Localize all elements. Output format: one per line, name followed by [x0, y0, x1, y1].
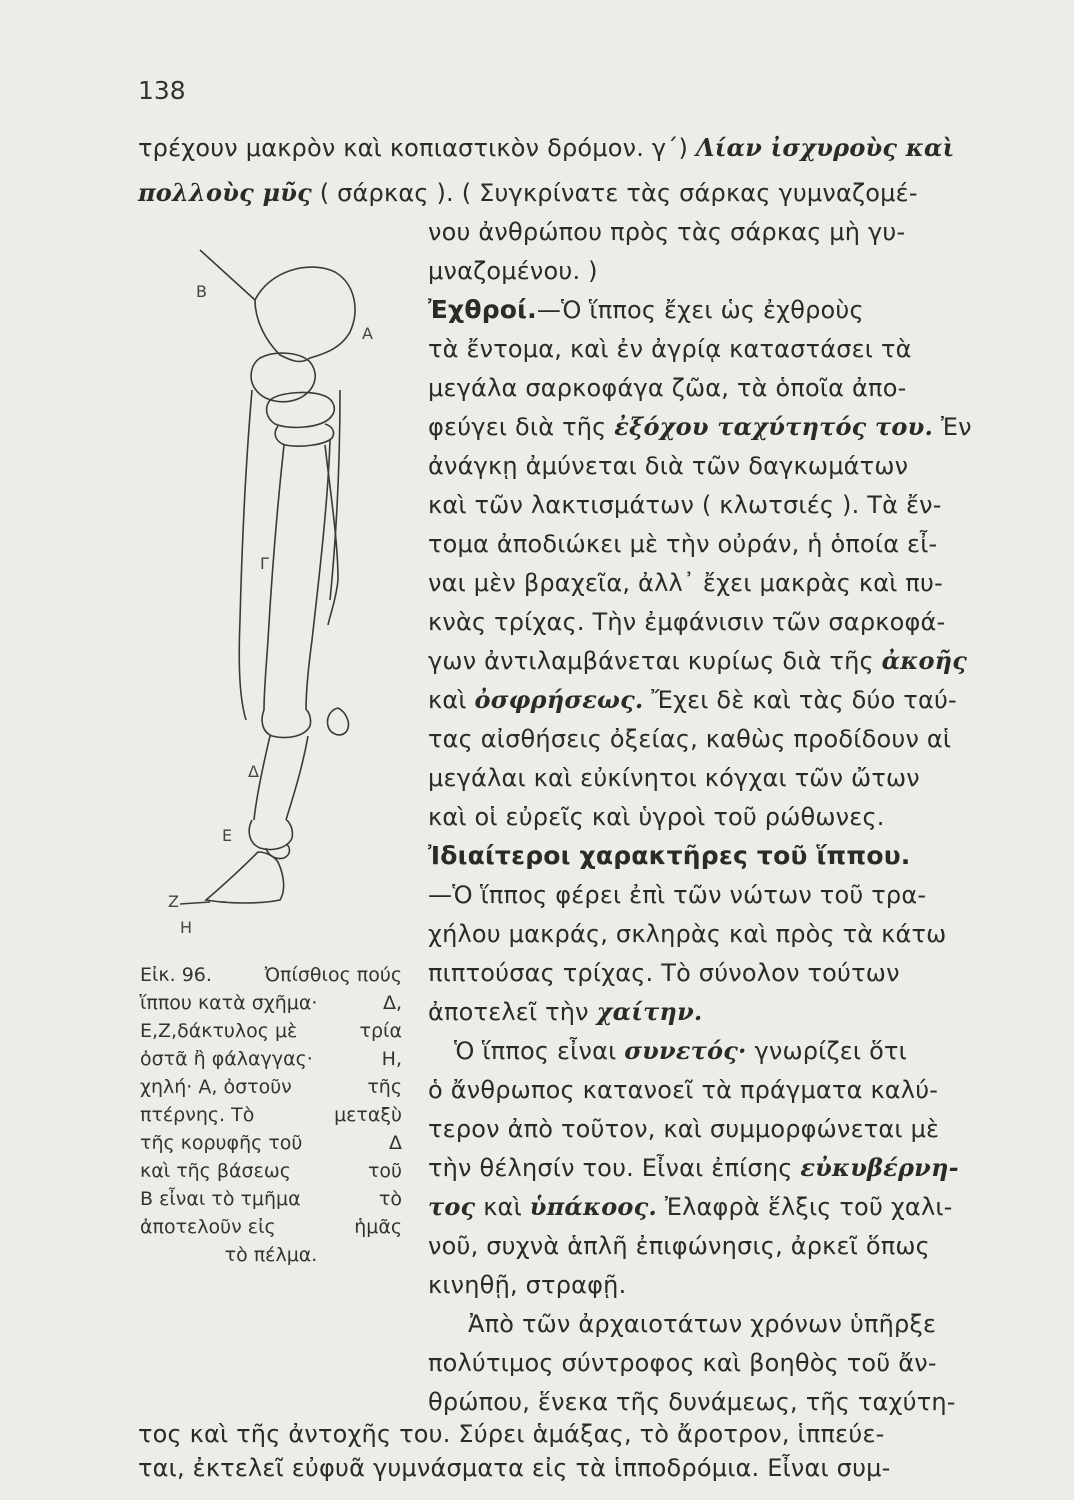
line-24-emphasis: συνετός·: [624, 1036, 747, 1065]
caption-line-11-a: τὸ πέλμα.: [224, 1244, 318, 1266]
horse-leg-figure: [160, 240, 400, 940]
text-line-20: —Ὁ ἵππος φέρει ἐπὶ τῶν νώτων τοῦ τρα-: [428, 881, 927, 909]
caption-line-10: [140, 1214, 402, 1240]
text-line-29: νοῦ, συχνὰ ἁπλῆ ἐπιφώνησις, ἀρκεῖ ὅπως: [428, 1232, 930, 1260]
cannon-bone-right-edge: [306, 440, 330, 710]
text-line-13: κνὰς τρίχας. Τὴν ἐμφάνισιν τῶν σαρκοφά-: [428, 608, 946, 636]
caption-line-6: [140, 1102, 402, 1128]
text-line-31: Ἀπὸ τῶν ἀρχαιοτάτων χρόνων ὑπῆρξε: [468, 1310, 937, 1338]
text-line-8: [428, 411, 972, 443]
caption-line-10-b: ἡμᾶς: [354, 1216, 402, 1238]
caption-line-2: [140, 990, 402, 1016]
figure-label-g: Γ: [260, 554, 269, 573]
text-line-9: ἀνάγκῃ ἀμύνεται διὰ τῶν δαγκωμάτων: [428, 452, 909, 480]
text-line-2: [138, 177, 918, 209]
text-line-26: τερον ἀπὸ τοῦτον, καὶ συμμορφώνεται μὲ: [428, 1115, 940, 1143]
line-27-part-a: τὴν θέλησίν του. Εἶναι ἐπίσης: [428, 1154, 801, 1182]
caption-line-11: [140, 1242, 402, 1268]
text-line-28: [428, 1191, 953, 1223]
line-2-part-b: ( σάρκας ). ( Συγκρίνατε τὰς σάρκας γυμναζομέ-: [311, 179, 918, 207]
coffin-bone: [206, 852, 284, 903]
caption-line-7-a: τῆς κορυφῆς τοῦ: [140, 1132, 303, 1154]
caption-line-4-a: ὀστᾶ ἢ φάλαγγας·: [140, 1048, 313, 1070]
caption-line-3: [140, 1018, 402, 1044]
line-1-part-a: τρέχουν μακρὸν καὶ κοπιαστικὸν δρόμον. γ΄): [138, 134, 696, 162]
caption-line-8: [140, 1158, 402, 1184]
text-line-24: [428, 1035, 907, 1067]
caption-line-1-b: Ὀπίσθιος πούς: [264, 964, 402, 986]
text-line-18: καὶ οἱ εὐρεῖς καὶ ὑγροὶ τοῦ ρώθωνες.: [428, 803, 885, 831]
caption-line-9-a: Β εἶναι τὸ τμῆμα: [140, 1188, 301, 1210]
line-28-emphasis-a: τος: [428, 1192, 476, 1221]
caption-line-8-a: καὶ τῆς βάσεως: [140, 1160, 291, 1182]
text-line-25: ὁ ἄνθρωπος κατανοεῖ τὰ πράγματα καλύ-: [428, 1076, 939, 1104]
caption-line-4: [140, 1046, 402, 1072]
caption-line-1: [140, 962, 402, 988]
figure-label-h: H: [180, 918, 193, 937]
caption-line-2-b: Δ,: [382, 992, 402, 1014]
text-line-1: [138, 132, 954, 164]
figure-label-z: Z: [168, 892, 179, 911]
caption-line-4-b: Η,: [381, 1048, 402, 1070]
line-28-part-b: καὶ: [475, 1193, 530, 1221]
caption-line-9-b: τὸ: [378, 1188, 402, 1210]
text-line-10: καὶ τῶν λακτισμάτων ( κλωτσιές ). Τὰ ἔν-: [428, 491, 942, 519]
figure-label-e: E: [222, 826, 233, 845]
line-23-part-a: ἀποτελεῖ τὴν: [428, 998, 597, 1026]
line-5-part-b: —Ὁ ἵππος ἔχει ὡς ἐχθροὺς: [536, 296, 864, 324]
text-line-12: ναι μὲν βραχεῖα, ἀλλ᾽ ἔχει μακρὰς καὶ πυ-: [428, 569, 943, 597]
text-line-6: τὰ ἔντομα, καὶ ἐν ἀγρίᾳ καταστάσει τὰ: [428, 335, 912, 363]
line-28-emphasis-c: ὑπάκοος.: [529, 1192, 657, 1221]
text-line-4: μναζομένου. ): [428, 257, 598, 285]
text-line-30: κινηθῇ, στραφῇ.: [428, 1271, 627, 1299]
navicular-bone: [266, 844, 290, 859]
pastern-bone: [254, 736, 308, 820]
pointer-line-b: [200, 250, 255, 300]
line-28-part-d: Ἐλαφρὰ ἕλξις τοῦ χαλι-: [656, 1193, 953, 1221]
page-number: 138: [138, 76, 186, 105]
line-8-part-c: Ἐν: [933, 413, 972, 441]
caption-line-5: [140, 1074, 402, 1100]
line-15-part-c: Ἔχει δὲ καὶ τὰς δύο ταύ-: [643, 686, 957, 714]
cannon-bone-left-edge: [264, 445, 284, 710]
caption-line-5-a: χηλή· Α, ὀστοῦν: [140, 1076, 292, 1098]
text-line-32: πολύτιμος σύντροφος καὶ βοηθὸς τοῦ ἄν-: [428, 1349, 937, 1377]
line-24-part-a: Ὁ ἵππος εἶναι: [454, 1037, 625, 1065]
line-14-part-a: γων ἀντιλαμβάνεται κυρίως διὰ τῆς: [428, 647, 882, 675]
line-24-part-c: γνωρίζει ὅτι: [746, 1037, 907, 1065]
text-line-35: ται, ἐκτελεῖ εὐφυᾶ γυμνάσματα εἰς τὰ ἱπποδρόμια. Εἶναι συμ-: [138, 1454, 891, 1482]
line-27-emphasis: εὐκυβέρνη-: [800, 1153, 959, 1182]
text-line-16: τας αἰσθήσεις ὀξείας, καθὼς προδίδουν αἱ: [428, 725, 952, 753]
line-14-emphasis: ἀκοῆς: [881, 646, 968, 675]
caption-line-6-b: μεταξὺ: [334, 1104, 402, 1126]
caption-line-7: [140, 1130, 402, 1156]
line-8-part-a: φεύγει διὰ τῆς: [428, 413, 615, 441]
outer-outline-left: [239, 390, 252, 720]
text-line-34: τος καὶ τῆς ἀντοχῆς του. Σύρει ἁμάξας, τὸ ἄροτρον, ἱππεύε-: [138, 1420, 885, 1448]
text-line-7: μεγάλα σαρκοφάγα ζῶα, τὰ ὁποῖα ἀπο-: [428, 374, 907, 402]
text-line-21: χήλου μακράς, σκληρὰς καὶ πρὸς τὰ κάτω: [428, 920, 947, 948]
horse-leg-drawing: [160, 240, 400, 940]
caption-line-10-a: ἀποτελοῦν εἰς: [140, 1216, 276, 1238]
text-line-14: [428, 645, 967, 677]
text-line-3: νου ἀνθρώπου πρὸς τὰς σάρκας μὴ γυ-: [428, 218, 906, 246]
figure-label-d: Δ: [248, 762, 259, 781]
line-2-emphasis: πολλοὺς μῦς: [138, 178, 312, 207]
caption-line-1-a: Εἰκ. 96.: [140, 964, 212, 986]
caption-line-3-a: Ε,Ζ,δάκτυλος μὲ: [140, 1020, 298, 1042]
figure-label-b: B: [196, 282, 207, 301]
caption-line-7-b: Δ: [389, 1132, 402, 1154]
sesamoid-bone: [327, 708, 348, 735]
caption-line-2-a: ἵππου κατὰ σχῆμα·: [140, 992, 318, 1014]
caption-line-8-b: τοῦ: [367, 1160, 402, 1182]
caption-line-6-a: πτέρνης. Τὸ: [140, 1104, 255, 1126]
section-heading-characteristics: Ἰδιαίτεροι χαρακτῆρες τοῦ ἵππου.: [428, 841, 911, 870]
line-15-emphasis: ὀσφρήσεως.: [474, 685, 644, 714]
caption-line-9: [140, 1186, 402, 1212]
line-23-emphasis: χαίτην.: [596, 997, 703, 1026]
text-line-22: πιπτούσας τρίχας. Τὸ σύνολον τούτων: [428, 959, 900, 987]
text-line-15: [428, 684, 957, 716]
fetlock-joint: [262, 710, 310, 738]
caption-line-3-b: τρία: [359, 1020, 402, 1042]
text-line-23: [428, 996, 702, 1028]
calcaneus-bone: [255, 267, 355, 361]
figure-label-a: A: [362, 324, 373, 343]
section-heading-enemies: Ἐχθροί.: [428, 295, 537, 324]
caption-line-5-b: τῆς: [367, 1076, 402, 1098]
text-line-11: τομα ἀποδιώκει μὲ τὴν οὐράν, ἡ ὁποία εἶ-: [428, 530, 938, 558]
text-line-27: [428, 1152, 959, 1184]
line-8-emphasis: ἐξόχου ταχύτητός του.: [614, 412, 934, 441]
line-1-emphasis: Λίαν ἰσχυροὺς καὶ: [695, 133, 955, 162]
text-line-5: [428, 294, 864, 326]
coronet-bone: [249, 820, 292, 850]
line-15-part-a: καὶ: [428, 686, 475, 714]
text-line-33: θρώπου, ἕνεκα τῆς δυνάμεως, τῆς ταχύτη-: [428, 1388, 956, 1416]
text-line-17: μεγάλαι καὶ εὐκίνητοι κόγχαι τῶν ὤτων: [428, 764, 920, 792]
